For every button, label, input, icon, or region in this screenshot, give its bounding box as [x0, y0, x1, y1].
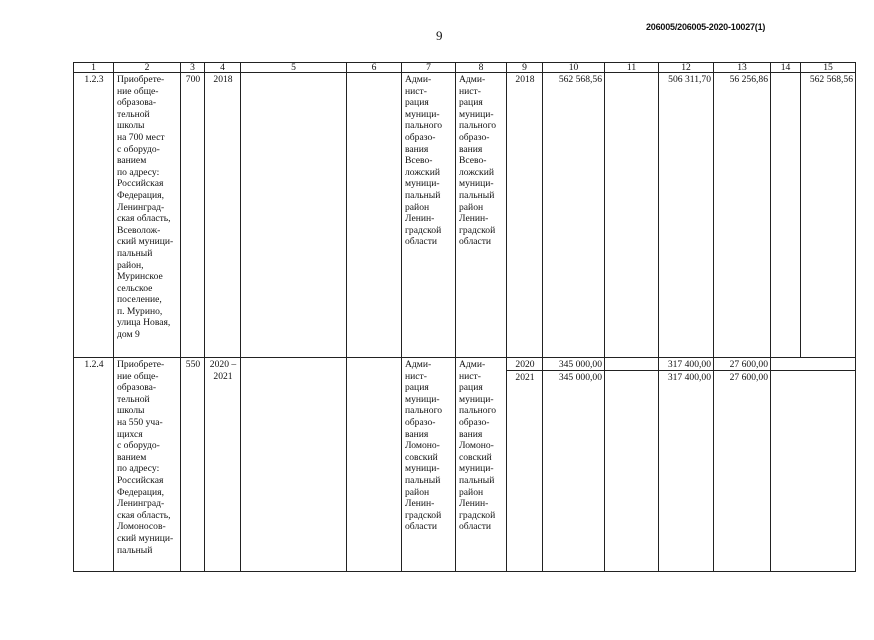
row-id: 1.2.4 — [74, 358, 114, 572]
customer: Адми- нист- рация муници- пального образо- вания Всево- ложский муници- пальный район Ленин- градской области — [402, 73, 456, 358]
col15-amount: 562 568,56 — [801, 73, 856, 358]
object-name: Приобрете- ние обще- образова- тельной школы на 700 мест с оборудо- ванием по адресу: Российская Федерация, Ленинград- ская область, Всеволож- ский муници- пальный район, Муринское сельское поселение, п. Мурино, улица Новая, дом 9 — [114, 73, 181, 358]
col12-amount: 317 400,00 — [667, 372, 711, 383]
table-row — [74, 73, 856, 358]
col11-sub — [605, 371, 658, 383]
col6-cell — [347, 73, 402, 358]
col14-15-sub — [771, 371, 855, 383]
column-number: 13 — [714, 63, 771, 73]
object-name: Приобрете- ние обще- образова- тельной школы на 550 уча- щихся с оборудо- ванием по адресу: Российская Федерация, Ленинград- ская область, Ломоносов- ский муници- пальный — [114, 358, 181, 572]
column-number: 4 — [205, 63, 241, 73]
year: 2021 — [515, 372, 535, 383]
row-id: 1.2.3 — [74, 73, 114, 358]
column-number-row — [74, 63, 856, 73]
column-number: 12 — [659, 63, 714, 73]
year: 2020 — [507, 358, 542, 371]
document-id: 206005/206005-2020-10027(1) — [646, 22, 766, 32]
column-number: 9 — [507, 63, 543, 73]
column-number: 6 — [347, 63, 402, 73]
totals-cell — [543, 358, 605, 572]
col12-amount: 317 400,00 — [659, 358, 713, 371]
col11-cell — [605, 73, 659, 358]
col12-cell — [659, 358, 714, 572]
developer: Адми- нист- рация муници- пального образо- вания Всево- ложский муници- пальный район Ленин- градской области — [456, 73, 507, 358]
year: 2018 — [507, 73, 543, 358]
col11-cell — [605, 358, 659, 572]
col13-amount: 56 256,86 — [714, 73, 771, 358]
col14-cell — [771, 73, 801, 358]
table-row — [74, 358, 856, 572]
column-number: 14 — [771, 63, 801, 73]
col12-amount: 506 311,70 — [659, 73, 714, 358]
column-number: 1 — [74, 63, 114, 73]
developer: Адми- нист- рация муници- пального образо- вания Ломоно- совский муници- пальный район Ленин- градской области — [456, 358, 507, 572]
col5-cell — [241, 358, 347, 572]
total-amount: 345 000,00 — [558, 372, 602, 383]
column-number: 15 — [801, 63, 856, 73]
period: 2018 — [205, 73, 241, 358]
total-amount: 562 568,56 — [543, 73, 605, 358]
col14-cell — [771, 358, 856, 572]
col13-cell — [714, 358, 771, 572]
col13-amount: 27 600,00 — [729, 372, 768, 383]
capacity: 700 — [181, 73, 205, 358]
period: 2020 – 2021 — [205, 358, 241, 572]
years-cell — [507, 358, 543, 572]
col5-cell — [241, 73, 347, 358]
capacity: 550 — [181, 358, 205, 572]
col14-15-sub — [771, 358, 855, 371]
column-number: 7 — [402, 63, 456, 73]
column-number: 3 — [181, 63, 205, 73]
column-number: 8 — [456, 63, 507, 73]
column-number: 10 — [543, 63, 605, 73]
column-number: 2 — [114, 63, 181, 73]
column-number: 5 — [241, 63, 347, 73]
total-amount: 345 000,00 — [543, 358, 604, 371]
customer: Адми- нист- рация муници- пального образо- вания Ломоно- совский муници- пальный район Ленин- градской области — [402, 358, 456, 572]
col6-cell — [347, 358, 402, 572]
column-number: 11 — [605, 63, 659, 73]
col11-sub — [605, 358, 658, 371]
budget-table — [73, 62, 856, 572]
col13-amount: 27 600,00 — [714, 358, 770, 371]
page-number: 9 — [436, 28, 443, 43]
